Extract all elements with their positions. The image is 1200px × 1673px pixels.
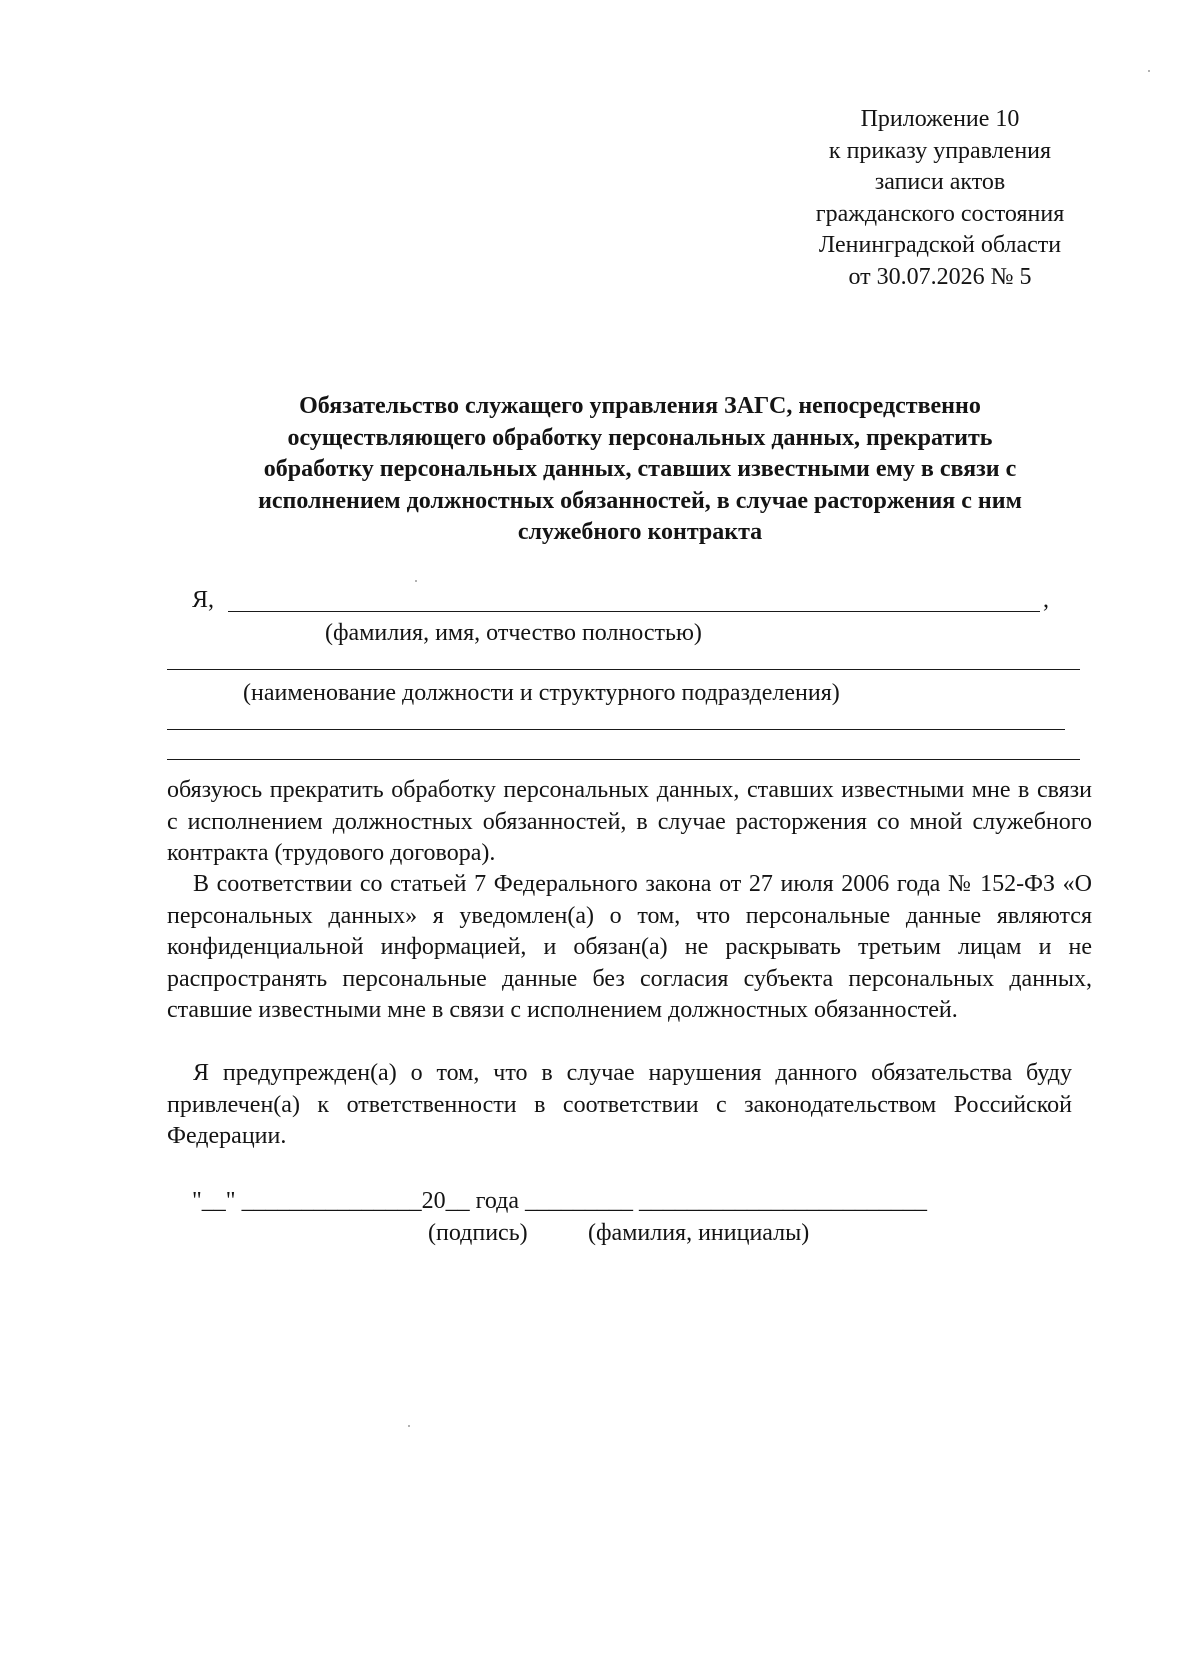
appendix-line: от 30.07.2026 № 5	[848, 263, 1032, 290]
position-line-2[interactable]	[167, 729, 1065, 730]
position-caption: (наименование должности и структурного подразделения)	[243, 680, 840, 706]
scan-speck	[415, 580, 417, 582]
title-line: Обязательство служащего управления ЗАГС, непосредственно	[299, 393, 981, 419]
obligation-paragraph: обязуюсь прекратить обработку персональных данных, ставших известными мне в связи с исполнением должностных обязанностей, в случае расторжения со мной служебного контракта (трудового договора).	[167, 777, 1092, 866]
title-line: обработку персональных данных, ставших известными ему в связи с	[263, 456, 1017, 482]
document-title	[170, 391, 1110, 549]
appendix-line: записи актов	[874, 169, 1006, 195]
full-name-caption: (фамилия, имя, отчество полностью)	[325, 620, 702, 646]
name-comma: ,	[1043, 587, 1049, 613]
appendix-block	[780, 104, 1100, 293]
title-line: осуществляющего обработку персональных данных, прекратить	[287, 424, 993, 451]
appendix-line: Приложение 10	[860, 106, 1020, 132]
signature-caption: (подпись)	[428, 1220, 528, 1246]
scan-speck	[408, 1425, 410, 1427]
title-line: исполнением должностных обязанностей, в случае расторжения с ним	[258, 487, 1022, 514]
position-line[interactable]	[167, 669, 1080, 670]
position-line-3[interactable]	[167, 759, 1080, 760]
scan-speck	[1148, 70, 1150, 72]
signature-date-row: "__" _______________20__ года _________ ________________________	[192, 1188, 928, 1214]
law-notice-paragraph: В соответствии со статьей 7 Федерального закона от 27 июля 2006 года № 152-ФЗ «О персональных данных» я уведомлен(а) о том, что персональные данные являются конфиденциальной информацией, и обязан(а) не раскрывать третьим лицам и не распространять персональные данные без согласия субъекта персональных данных, ставшие известными мне в связи с исполнением должностных обязанностей.	[167, 871, 1092, 1023]
liability-warning-paragraph: Я предупрежден(а) о том, что в случае нарушения данного обязательства буду привлечен(а) к ответственности в соответствии с законодательством Российской Федерации.	[167, 1060, 1072, 1149]
full-name-line[interactable]	[228, 611, 1040, 612]
title-line: служебного контракта	[517, 519, 763, 545]
appendix-line: Ленинградской области	[818, 232, 1062, 258]
appendix-line: к приказу управления	[828, 137, 1052, 164]
appendix-line: гражданского состояния	[815, 200, 1065, 227]
ya-label: Я,	[192, 587, 215, 613]
signer-name-caption: (фамилия, инициалы)	[588, 1220, 810, 1246]
